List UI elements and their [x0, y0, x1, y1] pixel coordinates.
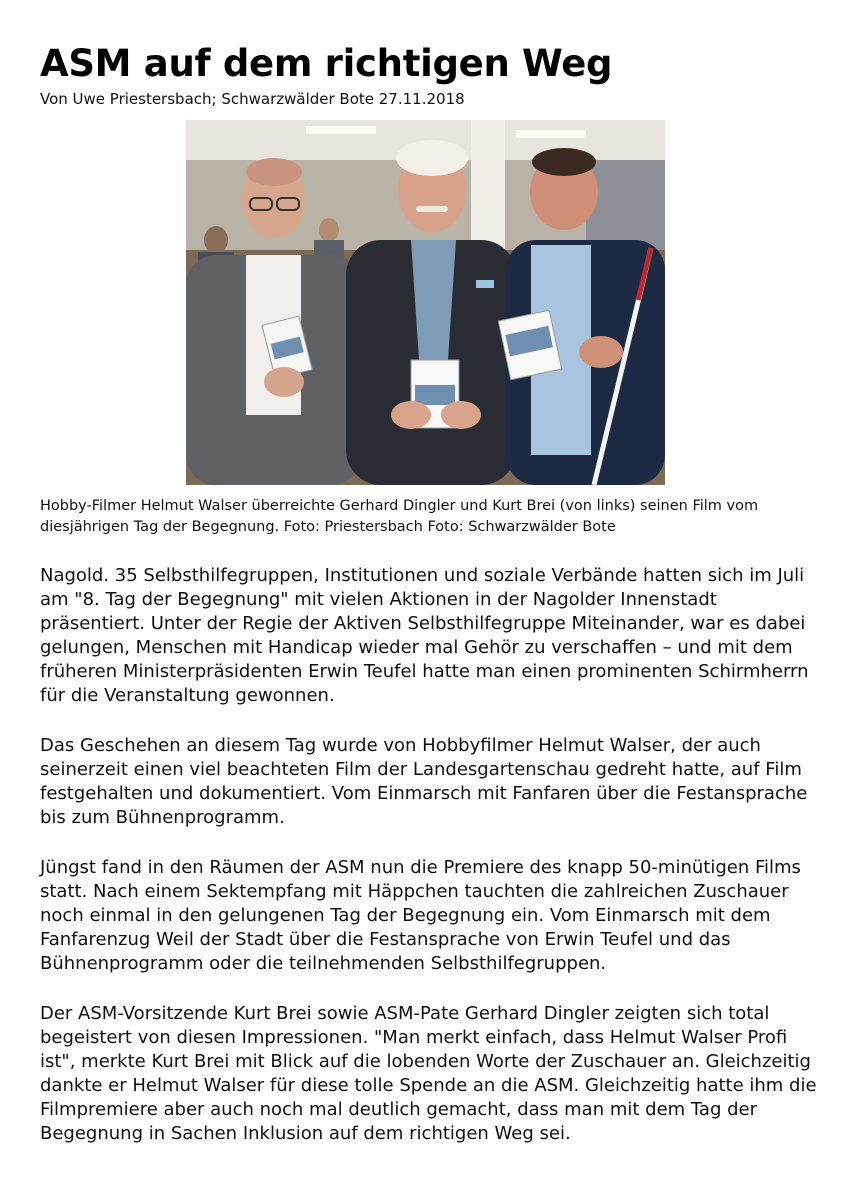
text-line: früheren Ministerpräsidenten Erwin Teufel hatte man einen prominenten Schirmherrn — [40, 661, 809, 682]
article-paragraph — [40, 734, 830, 830]
text-line: für die Veranstaltung gewonnen. — [40, 685, 335, 706]
text-line: Begegnung in Sachen Inklusion auf dem richtigen Weg sei. — [40, 1123, 571, 1144]
text-line: statt. Nach einem Sektempfang mit Häppchen tauchten die zahlreichen Zuschauer — [40, 881, 789, 902]
article-headline: ASM auf dem richtigen Weg — [40, 42, 613, 85]
ceiling-light — [516, 130, 586, 138]
article-paragraph — [40, 856, 830, 976]
text-line: dankte er Helmut Walser für diese tolle Spende an die ASM. Gleichzeitig hatte ihm die — [40, 1075, 817, 1096]
text-line: bis zum Bühnenprogramm. — [40, 807, 285, 828]
caption-line: diesjährigen Tag der Begegnung. Foto: Priestersbach Foto: Schwarzwälder Bote — [40, 519, 616, 535]
photo-caption — [40, 496, 820, 538]
text-line: seinerzeit einen viel beachteten Film der Landesgartenschau gedreht hatte, auf Film — [40, 759, 802, 780]
article-paragraph — [40, 1002, 830, 1146]
text-line: Fanfarenzug Weil der Stadt über die Festansprache von Erwin Teufel und das — [40, 929, 731, 950]
article-byline: Von Uwe Priestersbach; Schwarzwälder Bote 27.11.2018 — [40, 90, 465, 108]
article-body — [40, 564, 830, 1172]
text-line: Nagold. 35 Selbsthilfegruppen, Institutionen und soziale Verbände hatten sich im Juli — [40, 565, 805, 586]
ceiling-light — [306, 126, 376, 134]
article-paragraph — [40, 564, 830, 708]
text-line: am "8. Tag der Begegnung" mit vielen Aktionen in der Nagolder Innenstadt — [40, 589, 717, 610]
text-line: Bühnenprogramm oder die teilnehmenden Selbsthilfegruppen. — [40, 953, 607, 974]
text-line: gelungen, Menschen mit Handicap wieder mal Gehör zu verschaffen – und mit dem — [40, 637, 793, 658]
text-line: Filmpremiere aber auch noch mal deutlich gemacht, dass man mit dem Tag der — [40, 1099, 758, 1120]
text-line: noch einmal in den gelungenen Tag der Begegnung ein. Vom Einmarsch mit dem — [40, 905, 771, 926]
text-line: begeistert von diesen Impressionen. "Man merkt einfach, dass Helmut Walser Profi — [40, 1027, 788, 1048]
text-line: Das Geschehen an diesem Tag wurde von Hobbyfilmer Helmut Walser, der auch — [40, 735, 761, 756]
text-line: Jüngst fand in den Räumen der ASM nun die Premiere des knapp 50-minütigen Films — [40, 857, 801, 878]
photo-illustration — [186, 120, 665, 485]
text-line: Der ASM-Vorsitzende Kurt Brei sowie ASM-Pate Gerhard Dingler zeigten sich total — [40, 1003, 770, 1024]
text-line: festgehalten und dokumentiert. Vom Einmarsch mit Fanfaren über die Festansprache — [40, 783, 808, 804]
caption-line: Hobby-Filmer Helmut Walser überreichte Gerhard Dingler und Kurt Brei (von links) seinen Film vom — [40, 498, 759, 514]
text-line: ist", merkte Kurt Brei mit Blick auf die lobenden Worte der Zuschauer an. Gleichzeitig — [40, 1051, 811, 1072]
article-photo — [186, 120, 665, 485]
text-line: präsentiert. Unter der Regie der Aktiven Selbsthilfegruppe Miteinander, war es dabei — [40, 613, 806, 634]
